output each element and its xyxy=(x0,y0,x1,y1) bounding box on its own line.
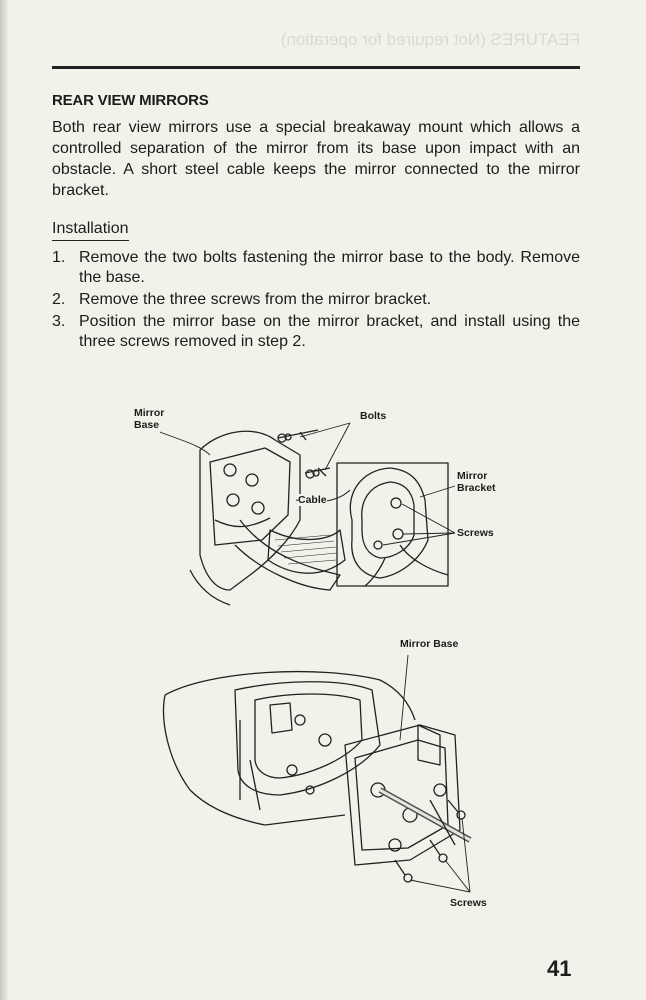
installation-subheading: Installation xyxy=(52,220,129,241)
label-mirror-base-line-1: Mirror xyxy=(134,407,165,419)
step-number: 3. xyxy=(52,313,66,330)
label-mirror-base-bottom: Mirror Base xyxy=(400,638,459,650)
section-heading: REAR VIEW MIRRORS xyxy=(52,92,209,109)
step-text: Remove the three screws from the mirror bracket. xyxy=(79,291,432,308)
label-cable: Cable xyxy=(298,494,327,506)
label-screws-bottom: Screws xyxy=(450,897,487,909)
step-text: Position the mirror base on the mirror bracket, and install using the three screws removed in step 2. xyxy=(79,313,580,350)
step-number: 2. xyxy=(52,291,66,308)
intro-paragraph: Both rear view mirrors use a special breakaway mount which allows a controlled separation of the mirror from its base upon impact with an obstacle. A short steel cable keeps the mirror connected to the mirror bracket. xyxy=(52,119,580,199)
label-bolts: Bolts xyxy=(360,410,387,422)
step-number: 1. xyxy=(52,249,66,266)
label-mirror-bracket-line-1: Mirror xyxy=(457,470,488,482)
label-mirror-bracket-line-2: Bracket xyxy=(457,482,496,494)
step-text: Remove the two bolts fastening the mirror base to the body. Remove the base. xyxy=(79,249,580,286)
label-screws-top: Screws xyxy=(457,527,494,539)
page-number: 41 xyxy=(547,956,572,981)
label-mirror-base-line-2: Base xyxy=(134,419,160,431)
bleed-through-header: FEATURES (Not required for operation) xyxy=(280,30,580,49)
